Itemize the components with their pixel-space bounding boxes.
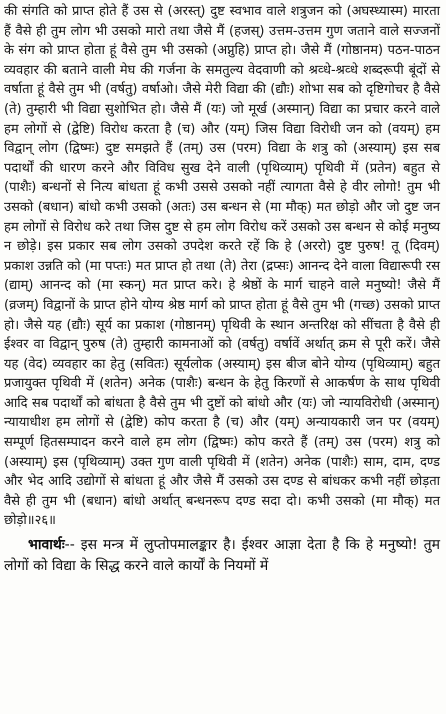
bhavarth-heading: भावार्थः — [28, 537, 65, 554]
commentary-paragraph: की संगति को प्राप्त होते हैं उस से (अरस्त्) दुष्ट स्वभाव वाले शत्रुजन को (अघस्ध्यास्म) मारता हैं वैसे ही तुम लोग भी उसको मारो तथा जैसे मैं (हजस्) उत्तम-उत्तम गुण जताने वाले सज्जनों के संग को प्राप्त होता हूं वैसे तुम भी उसको (अप्नुहि) प्राप्त हो। जैसे मैं (गोष्ठानम) पठन-पाठन व्यवहार की बताने वाली मेघ की गर्जना के समतुल्य वेदवाणी को श्रव्धे-श्रव्धे शब्दरूपी बूंदों से वर्षाता हूं वैसे तुम भी (वर्षतु) वर्षाओ। जैसे मेरी विद्या की (द्यौः) शोभा सब को दृष्टिगोचर है वैसे (ते) तुम्हारी भी विद्या सुशोभित हो। जैसे मैं (यः) जो मूर्ख (अस्मान्) विद्या का प्रचार करने वाले हम लोगों से (द्वेष्टि) विरोध करता है (च) और (यम्) जिस विद्या विरोधी जन को (वयम्) हम विद्वान् लोग (द्विष्मः) दुष्ट समझते हैं (तम्) उस (परम) विद्या के शत्रु को (अस्याम्) इस सब पदार्थों की धारण करने और विविध सुख देने वाली (पृथिव्याम्) पृथिवी में (प्रतेन) बहुत से (पाशैः) बन्धनों से नित्य बांधता हूं कभी उससे उसको नहीं त्यागता वैसे हे वीर लोगो! तुम भी उसको (बधान) बांधो कभी उसको (अतः) उस बन्धन से (मा मौक्) मत छोड़ो और जो दुष्ट जन हम लोगों से विरोध करे तथा जिस दुष्ट से हम लोग विरोध करें उसको उस बन्धन से कोई मनुष्य न छोड़े। इस प्रकार सब लोग उसको उपदेश करते रहें कि हे (अररो) दुष्ट पुरुष! तू (दिवम्) प्रकाश उन्नति को (मा पप्तः) मत प्राप्त हो तथा (ते) तेरा (द्रप्सः) आनन्द देने वाला विद्यारूपी रस (द्याम्) आनन्द को (मा स्कन्) मत प्राप्त करे। हे श्रेष्ठों के मार्ग चाहने वाले मनुष्यो! जैसे मैं (व्रजम्) विद्वानों के प्राप्त होने योग्य श्रेष्ठ मार्ग को प्राप्त होता हूं वैसे तुम भी (गच्छ) उसको प्राप्त हो। जैसे यह (द्यौः) सूर्य का प्रकाश (गोष्ठानम्) पृथिवी के स्थान अन्तरिक्ष को सींचता है वैसे ही ईश्वर वा विद्वान् पुरुष (ते) तुम्हारी कामनाओं को (वर्षतु) वर्षावें अर्थात् क्रम से पूरी करें। जैसे यह (वेद) व्यवहार का हेतु (सवितः) सूर्यलोक (अस्याम्) इस बीज बोने योग्य (पृथिव्याम्) बहुत प्रजायुक्त पृथिवी में (शतेन) अनेक (पाशैः) बन्धन के हेतु किरणों से आकर्षण के साथ पृथिवी आदि सब पदार्थों को बांधता है वैसे तुम भी दुष्टों को बांधो और (यः) जो न्यायविरोधी (अस्मान्) न्यायाधीश हम लोगों से (द्वेष्टि) कोप करता है (च) और (यम्) अन्यायकारी जन पर (वयम्) सम्पूर्ण हितसम्पादन करने वाले हम लोग (द्विष्मः) कोप करते हैं (तम्) उस (परम) शत्रु को (अस्याम्) इस (पृथिव्याम्) उक्त गुण वाली पृथिवी में (शतेन) अनेक (पाशैः) साम, दाम, दण्ड और भेद आदि उद्योगों से बांधता हूं और जैसे मैं उसको उस दण्ड से बांधकर कभी नहीं छोड़ता वैसे ही तुम भी (बधान) बांधो अर्थात् बन्धनरूप दण्ड सदा दो। कभी उसको (मा मौक्) मत छोड़ो॥२६॥ — [4, 4, 440, 529]
bhavarth-paragraph — [4, 535, 440, 577]
bhavarth-text: -- इस मन्त्र में लुप्तोपमालङ्कार है। ईश्वर आज्ञा देता है कि हे मनुष्यो! तुम लोगों को विद्या के सिद्ध करने वाले कार्यों के नियमों में — [4, 537, 440, 575]
